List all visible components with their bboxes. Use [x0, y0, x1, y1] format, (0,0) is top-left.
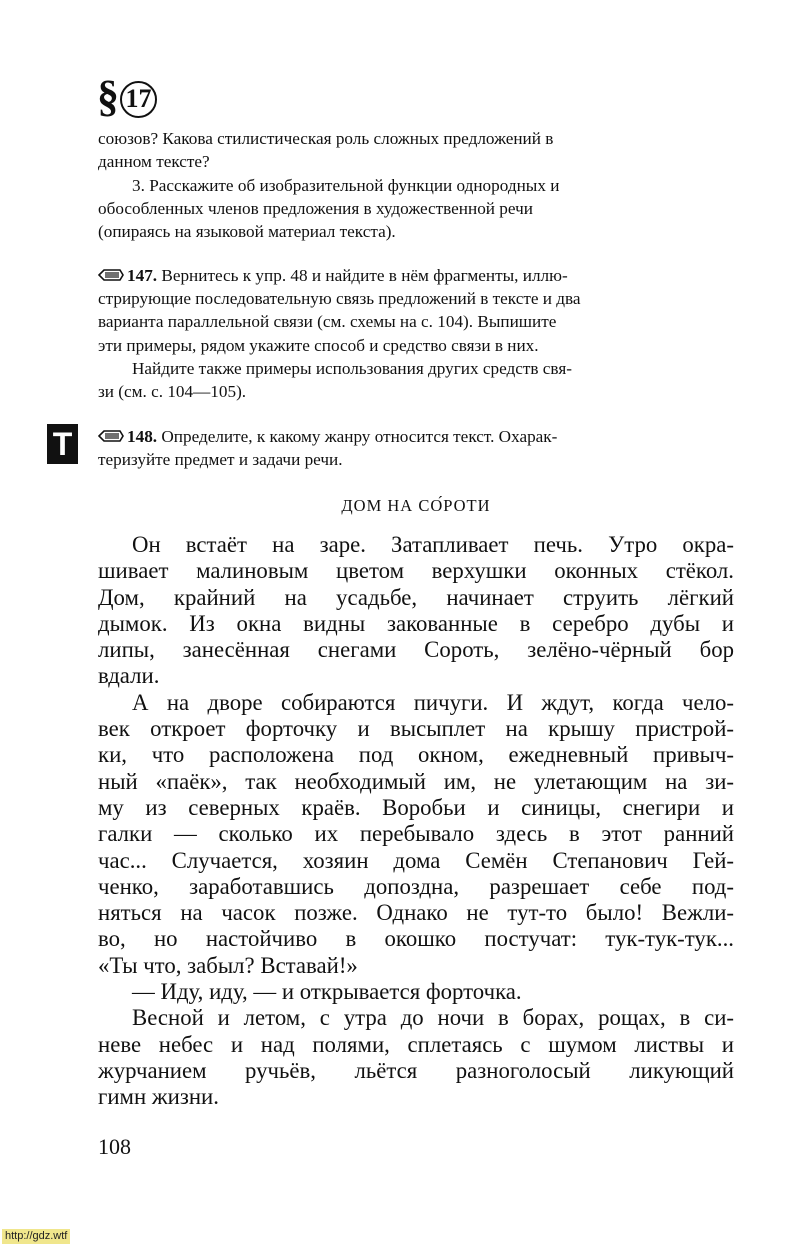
text-line: неве небес и над полями, сплетаясь с шумом листвы и: [98, 1031, 734, 1057]
text-line: дымок. Из окна видны закованные в серебро дубы и: [98, 610, 734, 636]
text-line: галки — сколько их перебывало здесь в этот ранний: [98, 821, 734, 847]
text-line: шивает малиновым цветом верхушки оконных стёкол.: [98, 558, 734, 584]
exercise-147-line: варианта параллельной связи (см. схемы на с. 104). Выпишите: [98, 312, 557, 332]
pencil-icon: [98, 429, 124, 443]
exercise-147-line: эти примеры, рядом укажите способ и средство связи в них.: [98, 335, 539, 355]
text-line: ки, что расположена под окном, ежедневный привыч-: [98, 742, 734, 768]
text-line: Он встаёт на заре. Затапливает печь. Утро окра-: [132, 532, 734, 557]
text-line: ченко, заработавшись допоздна, разрешает себе под-: [98, 873, 734, 899]
text-line: няться на часок позже. Однако не тут-то было! Вежли-: [98, 900, 734, 926]
text-badge: [47, 424, 78, 464]
text-line: час... Случается, хозяин дома Семён Степанович Гей-: [98, 847, 734, 873]
exercise-number: 148.: [127, 427, 158, 446]
task-3-line: (опираясь на языковой материал текста).: [98, 222, 396, 242]
section-marker: [97, 74, 157, 120]
text-line: — Иду, иду, — и открывается форточка.: [132, 979, 522, 1005]
text-line: журчанием ручьёв, льётся разноголосый ликующий: [98, 1057, 734, 1083]
text-line: Весной и летом, с утра до ночи в борах, рощах, в си-: [132, 1005, 734, 1031]
exercise-147-extra-line: Найдите также примеры использования других средств свя-: [132, 358, 572, 378]
task-intro: [98, 127, 734, 173]
exercise-147-line: Вернитесь к упр. 48 и найдите в нём фрагменты, иллю-: [161, 266, 568, 285]
exercise-148: [98, 425, 734, 471]
exercise-147-extra-line: зи (см. с. 104—105).: [98, 381, 247, 401]
text-line: во, но настойчиво в окошко постучат: тук-тук-тук...: [98, 926, 734, 952]
exercise-148-line: теризуйте предмет и задачи речи.: [98, 450, 343, 470]
main-text: [98, 532, 734, 1111]
text-line: му из северных краёв. Воробьи и синицы, снегири и: [98, 794, 734, 820]
task-intro-line: союзов? Какова стилистическая роль сложных предложений в: [98, 129, 554, 148]
exercise-147-line: стрирующие последовательную связь предложений в тексте и два: [98, 289, 581, 309]
text-line: гимн жизни.: [98, 1084, 219, 1110]
text-line: липы, занесённая снегами Сороть, зелёно-чёрный бор: [98, 637, 734, 663]
exercise-147: [98, 264, 734, 403]
text-line: А на дворе собираются пичуги. И ждут, когда чело-: [132, 689, 734, 715]
watermark-link[interactable]: http://gdz.wtf: [2, 1229, 70, 1244]
section-symbol: §: [97, 72, 119, 121]
pencil-icon: [98, 268, 124, 282]
task-3-line: обособленных членов предложения в художественной речи: [98, 199, 533, 219]
task-intro-line: данном тексте?: [98, 152, 210, 172]
text-line: век откроет форточку и высыплет на крышу пристрой-: [98, 716, 734, 742]
text-line: «Ты что, забыл? Вставай!»: [98, 952, 358, 978]
exercise-number: 147.: [127, 266, 158, 285]
text-line: вдали.: [98, 663, 160, 689]
text-badge-letter: T: [52, 426, 73, 462]
section-number: 17: [120, 81, 157, 118]
text-line: ный «паёк», так необходимый им, не улетающим на зи-: [98, 768, 734, 794]
task-3-line: 3. Расскажите об изобразительной функции однородных и: [132, 176, 560, 195]
task-3: [98, 174, 734, 244]
page-number: 108: [98, 1134, 131, 1159]
text-title: ДОМ НА СО́РОТИ: [341, 496, 491, 515]
text-line: Дом, крайний на усадьбе, начинает струить лёгкий: [98, 584, 734, 610]
exercise-148-line: Определите, к какому жанру относится текст. Охарак-: [161, 427, 558, 446]
